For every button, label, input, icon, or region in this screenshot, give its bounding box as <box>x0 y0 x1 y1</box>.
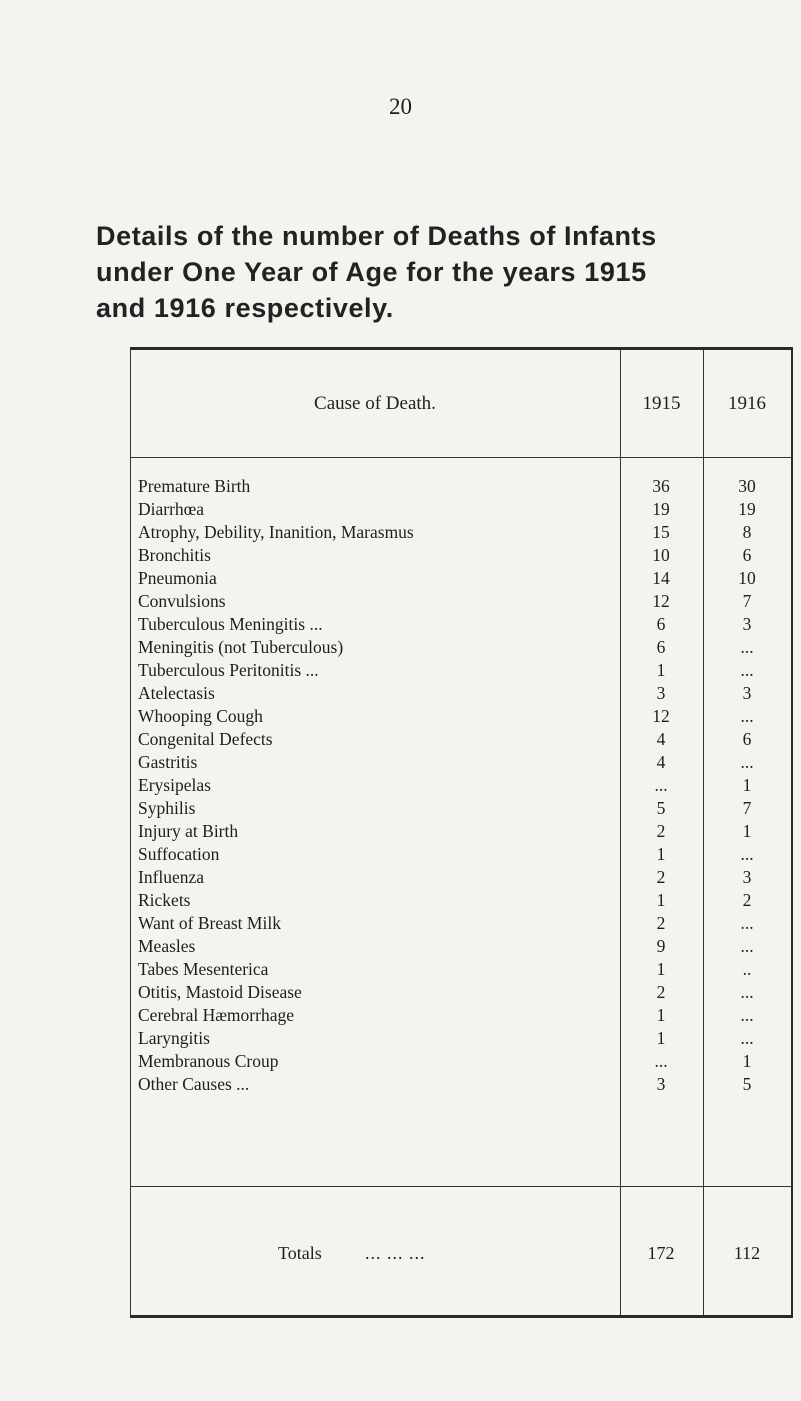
value-1916: 5 <box>742 1074 752 1094</box>
totals-rule <box>130 1186 791 1187</box>
value-1916: 6 <box>742 545 752 565</box>
cause-cell <box>138 1050 618 1073</box>
cause-cell <box>138 613 618 636</box>
cause-label: Congenital Defects <box>138 729 273 749</box>
value-1916: ... <box>740 844 754 864</box>
value-1915: ... <box>654 1051 668 1071</box>
totals-label: Totals <box>278 1243 322 1263</box>
cause-label: Bronchitis <box>138 545 211 565</box>
value-1916: ... <box>740 752 754 772</box>
table-row <box>130 820 791 843</box>
value-1916: ... <box>740 637 754 657</box>
value-1916: 8 <box>742 522 752 542</box>
value-1915: ... <box>654 775 668 795</box>
value-1916: 1 <box>742 1051 752 1071</box>
table-row <box>130 797 791 820</box>
cause-cell <box>138 590 618 613</box>
cause-label: Gastritis <box>138 752 198 772</box>
value-1915: 3 <box>656 683 666 703</box>
value-1916: ... <box>740 936 754 956</box>
table-row <box>130 498 791 521</box>
value-1916: .. <box>742 959 752 979</box>
cause-label: Suffocation <box>138 844 220 864</box>
cause-cell <box>138 682 618 705</box>
value-1915: 10 <box>652 545 670 565</box>
title-line-3: and 1916 respectively. <box>96 293 394 323</box>
cause-label: Cerebral Hæmorrhage <box>138 1005 294 1025</box>
value-1916: 1 <box>742 821 752 841</box>
value-1915: 12 <box>652 591 670 611</box>
deaths-table <box>130 347 793 1318</box>
cause-cell <box>138 475 618 498</box>
table-row <box>130 728 791 751</box>
value-1915: 1 <box>656 1005 666 1025</box>
cause-cell <box>138 659 618 682</box>
table-row <box>130 889 791 912</box>
totals-1915: 172 <box>647 1243 675 1263</box>
value-1915: 2 <box>656 982 666 1002</box>
cause-label: Atelectasis <box>138 683 215 703</box>
cause-label: Tuberculous Meningitis ... <box>138 614 323 634</box>
value-1915: 1 <box>656 660 666 680</box>
cause-label: Influenza <box>138 867 205 887</box>
value-1915: 15 <box>652 522 670 542</box>
value-1915: 6 <box>656 637 666 657</box>
value-1915: 1 <box>656 890 666 910</box>
cause-cell <box>138 705 618 728</box>
title-line-1: Details of the number of Deaths of Infants <box>96 221 657 251</box>
page-title <box>96 218 796 326</box>
cause-cell <box>138 843 618 866</box>
table-row <box>130 774 791 797</box>
value-1916: 3 <box>742 614 752 634</box>
table-row <box>130 544 791 567</box>
value-1915: 2 <box>656 821 666 841</box>
table-row <box>130 567 791 590</box>
cause-cell <box>138 958 618 981</box>
table-row <box>130 1073 791 1096</box>
value-1916: 3 <box>742 867 752 887</box>
cause-cell <box>138 728 618 751</box>
value-1915: 36 <box>652 476 670 496</box>
cause-label: Laryngitis <box>138 1028 210 1048</box>
cause-label: Syphilis <box>138 798 196 818</box>
cause-label: Tuberculous Peritonitis ... <box>138 660 319 680</box>
value-1916: ... <box>740 982 754 1002</box>
value-1915: 4 <box>656 752 666 772</box>
cause-label: Erysipelas <box>138 775 211 795</box>
table-row <box>130 1004 791 1027</box>
header-rule <box>130 457 791 458</box>
cause-label: Whooping Cough <box>138 706 263 726</box>
table-row <box>130 1050 791 1073</box>
cause-label: Atrophy, Debility, Inanition, Marasmus <box>138 522 414 542</box>
cause-cell <box>138 981 618 1004</box>
table-row <box>130 659 791 682</box>
value-1915: 14 <box>652 568 670 588</box>
value-1916: ... <box>740 913 754 933</box>
header-cause: Cause of Death. <box>314 392 436 414</box>
table-row <box>130 475 791 498</box>
cause-label: Pneumonia <box>138 568 217 588</box>
value-1916: ... <box>740 1028 754 1048</box>
cause-cell <box>138 521 618 544</box>
cause-label: Want of Breast Milk <box>138 913 281 933</box>
cause-cell <box>138 889 618 912</box>
header-1915: 1915 <box>642 392 681 414</box>
table-row <box>130 843 791 866</box>
page-number: 20 <box>389 94 412 119</box>
value-1915: 19 <box>652 499 670 519</box>
cause-label: Membranous Croup <box>138 1051 279 1071</box>
value-1916: 3 <box>742 683 752 703</box>
cause-cell <box>138 866 618 889</box>
value-1916: 10 <box>738 568 756 588</box>
table-row <box>130 981 791 1004</box>
cause-label: Other Causes ... <box>138 1074 250 1094</box>
cause-cell <box>138 636 618 659</box>
table-row <box>130 866 791 889</box>
table-row <box>130 751 791 774</box>
cause-cell <box>138 1004 618 1027</box>
table-row <box>130 705 791 728</box>
cause-cell <box>138 1073 618 1096</box>
value-1915: 5 <box>656 798 666 818</box>
value-1915: 2 <box>656 867 666 887</box>
cause-label: Injury at Birth <box>138 821 239 841</box>
value-1915: 1 <box>656 1028 666 1048</box>
table-row <box>130 590 791 613</box>
cause-label: Otitis, Mastoid Disease <box>138 982 302 1002</box>
cause-cell <box>138 774 618 797</box>
totals-1916: 112 <box>733 1243 761 1263</box>
value-1916: ... <box>740 1005 754 1025</box>
cause-cell <box>138 498 618 521</box>
value-1916: 1 <box>742 775 752 795</box>
cause-cell <box>138 751 618 774</box>
value-1916: 30 <box>738 476 756 496</box>
cause-cell <box>138 544 618 567</box>
table-row <box>130 636 791 659</box>
value-1915: 6 <box>656 614 666 634</box>
table-row <box>130 935 791 958</box>
cause-label: Premature Birth <box>138 476 251 496</box>
value-1916: 7 <box>742 591 752 611</box>
value-1916: ... <box>740 706 754 726</box>
value-1915: 4 <box>656 729 666 749</box>
table-row <box>130 521 791 544</box>
title-line-2: under One Year of Age for the years 1915 <box>96 257 647 287</box>
value-1916: 19 <box>738 499 756 519</box>
table-body <box>130 475 791 1096</box>
table-row <box>130 1027 791 1050</box>
header-1916: 1916 <box>728 392 766 414</box>
value-1915: 2 <box>656 913 666 933</box>
table-row <box>130 613 791 636</box>
cause-label: Rickets <box>138 890 191 910</box>
value-1916: 6 <box>742 729 752 749</box>
cause-cell <box>138 935 618 958</box>
value-1916: 7 <box>742 798 752 818</box>
totals-row <box>130 1188 791 1318</box>
value-1915: 3 <box>656 1074 666 1094</box>
cause-cell <box>138 1027 618 1050</box>
cause-label: Tabes Mesenterica <box>138 959 269 979</box>
value-1915: 1 <box>656 959 666 979</box>
table-row <box>130 682 791 705</box>
cause-cell <box>138 820 618 843</box>
cause-cell <box>138 567 618 590</box>
cause-label: Convulsions <box>138 591 226 611</box>
cause-label: Diarrhœa <box>138 499 205 519</box>
cause-cell <box>138 912 618 935</box>
value-1915: 12 <box>652 706 670 726</box>
value-1916: 2 <box>742 890 752 910</box>
table-row <box>130 912 791 935</box>
totals-leader-dots: ... ... ... <box>365 1243 426 1263</box>
value-1915: 1 <box>656 844 666 864</box>
cause-label: Measles <box>138 936 196 956</box>
cause-label: Meningitis (not Tuberculous) <box>138 637 344 657</box>
table-row <box>130 958 791 981</box>
cause-cell <box>138 797 618 820</box>
value-1916: ... <box>740 660 754 680</box>
value-1915: 9 <box>656 936 666 956</box>
